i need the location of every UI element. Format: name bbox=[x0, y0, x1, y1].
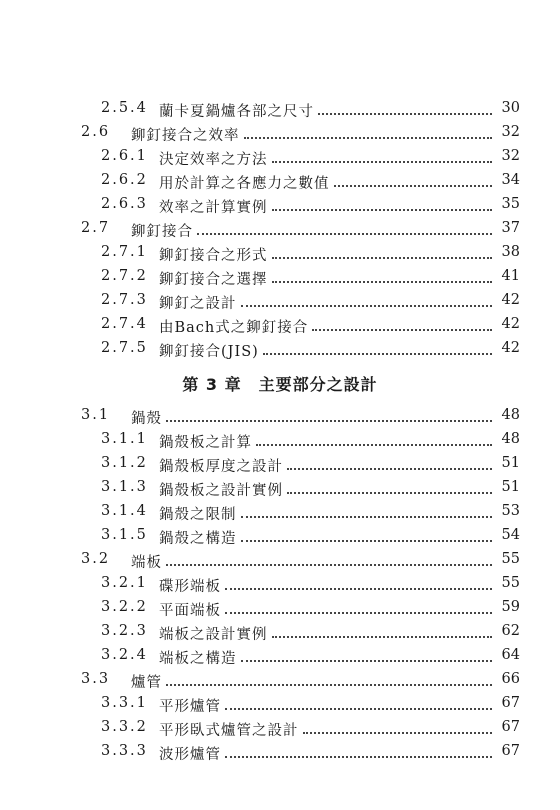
entry-title: 平形爐管 bbox=[159, 699, 221, 715]
entry-title: 蘭卡夏鍋爐各部之尺寸 bbox=[159, 104, 314, 120]
toc-subsection-entry bbox=[0, 596, 560, 620]
dot-leader bbox=[287, 468, 492, 470]
dot-leader bbox=[225, 708, 492, 710]
entry-title: 鉚釘接合(JIS) bbox=[159, 344, 259, 360]
dot-leader bbox=[272, 281, 492, 283]
dot-leader bbox=[334, 185, 492, 187]
entry-title: 決定效率之方法 bbox=[159, 152, 268, 168]
entry-page-number: 48 bbox=[501, 431, 520, 447]
entry-title: 效率之計算實例 bbox=[159, 200, 268, 216]
toc-subsection-entry bbox=[0, 428, 560, 452]
entry-page-number: 67 bbox=[501, 743, 520, 759]
toc-subsection-entry bbox=[0, 524, 560, 548]
entry-page-number: 30 bbox=[501, 100, 520, 116]
entry-page-number: 32 bbox=[501, 148, 520, 164]
toc-section-entry bbox=[0, 548, 560, 572]
dot-leader bbox=[166, 564, 492, 566]
dot-leader bbox=[287, 492, 492, 494]
dot-leader bbox=[241, 516, 492, 518]
entry-number: 3.1.5 bbox=[101, 527, 148, 543]
entry-number: 2.6.3 bbox=[101, 196, 148, 212]
toc-section-chapter-2 bbox=[0, 97, 560, 361]
toc-subsection-entry bbox=[0, 193, 560, 217]
entry-number: 3.2.1 bbox=[101, 575, 148, 591]
dot-leader bbox=[166, 420, 492, 422]
toc-section-entry bbox=[0, 217, 560, 241]
toc-subsection-entry bbox=[0, 476, 560, 500]
dot-leader bbox=[241, 305, 492, 307]
entry-page-number: 66 bbox=[501, 671, 520, 687]
toc-section-entry bbox=[0, 404, 560, 428]
entry-number: 3.2.2 bbox=[101, 599, 148, 615]
entry-page-number: 38 bbox=[501, 244, 520, 260]
dot-leader bbox=[303, 732, 492, 734]
entry-page-number: 62 bbox=[501, 623, 520, 639]
dot-leader bbox=[241, 540, 492, 542]
entry-number: 2.7.5 bbox=[101, 340, 148, 356]
entry-page-number: 53 bbox=[501, 503, 520, 519]
entry-title: 鉚釘接合之形式 bbox=[159, 248, 268, 264]
dot-leader bbox=[263, 353, 492, 355]
toc-subsection-entry bbox=[0, 265, 560, 289]
entry-number: 2.7.3 bbox=[101, 292, 148, 308]
entry-number: 2.7.4 bbox=[101, 316, 148, 332]
entry-page-number: 37 bbox=[501, 220, 520, 236]
entry-title: 平面端板 bbox=[159, 603, 221, 619]
entry-number: 2.7 bbox=[81, 220, 111, 236]
entry-title: 端板之構造 bbox=[159, 651, 237, 667]
entry-number: 3.2 bbox=[81, 551, 111, 567]
dot-leader bbox=[225, 612, 492, 614]
entry-number: 3.2.4 bbox=[101, 647, 148, 663]
toc-section-entry bbox=[0, 121, 560, 145]
entry-title: 鍋殼板之設計實例 bbox=[159, 483, 283, 499]
toc-subsection-entry bbox=[0, 241, 560, 265]
entry-number: 3.3.1 bbox=[101, 695, 148, 711]
entry-number: 3.2.3 bbox=[101, 623, 148, 639]
entry-number: 2.7.1 bbox=[101, 244, 148, 260]
dot-leader bbox=[244, 137, 492, 139]
entry-title: 鉚釘接合之選擇 bbox=[159, 272, 268, 288]
toc-subsection-entry bbox=[0, 289, 560, 313]
toc-subsection-entry bbox=[0, 644, 560, 668]
dot-leader bbox=[225, 756, 492, 758]
entry-page-number: 35 bbox=[501, 196, 520, 212]
entry-title: 鉚釘接合 bbox=[131, 224, 193, 240]
dot-leader bbox=[166, 684, 492, 686]
dot-leader bbox=[272, 257, 492, 259]
toc-subsection-entry bbox=[0, 97, 560, 121]
toc-subsection-entry bbox=[0, 452, 560, 476]
entry-page-number: 59 bbox=[501, 599, 520, 615]
entry-title: 由Bach式之鉚釘接合 bbox=[159, 320, 309, 336]
entry-title: 碟形端板 bbox=[159, 579, 221, 595]
dot-leader bbox=[241, 660, 492, 662]
entry-number: 3.3 bbox=[81, 671, 111, 687]
entry-number: 2.7.2 bbox=[101, 268, 148, 284]
entry-page-number: 42 bbox=[501, 316, 520, 332]
entry-page-number: 67 bbox=[501, 695, 520, 711]
toc-subsection-entry bbox=[0, 337, 560, 361]
entry-number: 2.6 bbox=[81, 124, 111, 140]
toc-subsection-entry bbox=[0, 692, 560, 716]
entry-title: 用於計算之各應力之數值 bbox=[159, 176, 330, 192]
entry-title: 端板 bbox=[131, 555, 162, 571]
entry-number: 3.1 bbox=[81, 407, 111, 423]
dot-leader bbox=[312, 329, 492, 331]
toc-subsection-entry bbox=[0, 716, 560, 740]
dot-leader bbox=[272, 161, 492, 163]
entry-number: 3.3.2 bbox=[101, 719, 148, 735]
toc-subsection-entry bbox=[0, 313, 560, 337]
entry-page-number: 42 bbox=[501, 292, 520, 308]
entry-title: 波形爐管 bbox=[159, 747, 221, 763]
entry-number: 2.6.2 bbox=[101, 172, 148, 188]
toc-section-entry bbox=[0, 668, 560, 692]
dot-leader bbox=[256, 444, 492, 446]
entry-title: 鍋殼之構造 bbox=[159, 531, 237, 547]
dot-leader bbox=[272, 209, 492, 211]
entry-title: 鍋殼板之計算 bbox=[159, 435, 252, 451]
entry-page-number: 55 bbox=[501, 575, 520, 591]
toc-subsection-entry bbox=[0, 500, 560, 524]
dot-leader bbox=[225, 588, 492, 590]
entry-number: 3.1.3 bbox=[101, 479, 148, 495]
toc-subsection-entry bbox=[0, 145, 560, 169]
entry-number: 3.1.4 bbox=[101, 503, 148, 519]
entry-page-number: 67 bbox=[501, 719, 520, 735]
entry-number: 2.5.4 bbox=[101, 100, 148, 116]
entry-page-number: 64 bbox=[501, 647, 520, 663]
entry-title: 平形臥式爐管之設計 bbox=[159, 723, 299, 739]
toc-section-chapter-3 bbox=[0, 404, 560, 764]
entry-page-number: 42 bbox=[501, 340, 520, 356]
entry-page-number: 48 bbox=[501, 407, 520, 423]
toc-subsection-entry bbox=[0, 620, 560, 644]
entry-title: 鉚釘之設計 bbox=[159, 296, 237, 312]
toc-subsection-entry bbox=[0, 740, 560, 764]
entry-page-number: 51 bbox=[501, 479, 520, 495]
entry-number: 3.1.1 bbox=[101, 431, 148, 447]
entry-page-number: 41 bbox=[501, 268, 520, 284]
entry-title: 鍋殼 bbox=[131, 411, 162, 427]
entry-title: 端板之設計實例 bbox=[159, 627, 268, 643]
entry-number: 3.1.2 bbox=[101, 455, 148, 471]
entry-page-number: 34 bbox=[501, 172, 520, 188]
entry-title: 鉚釘接合之效率 bbox=[131, 128, 240, 144]
entry-page-number: 51 bbox=[501, 455, 520, 471]
entry-title: 爐管 bbox=[131, 675, 162, 691]
toc-subsection-entry bbox=[0, 169, 560, 193]
entry-title: 鍋殼板厚度之設計 bbox=[159, 459, 283, 475]
dot-leader bbox=[272, 636, 492, 638]
dot-leader bbox=[318, 113, 492, 115]
chapter-heading: 第 3 章 主要部分之設計 bbox=[182, 375, 378, 394]
entry-page-number: 32 bbox=[501, 124, 520, 140]
entry-number: 3.3.3 bbox=[101, 743, 148, 759]
entry-title: 鍋殼之限制 bbox=[159, 507, 237, 523]
entry-page-number: 54 bbox=[501, 527, 520, 543]
dot-leader bbox=[197, 233, 492, 235]
entry-page-number: 55 bbox=[501, 551, 520, 567]
toc-subsection-entry bbox=[0, 572, 560, 596]
entry-number: 2.6.1 bbox=[101, 148, 148, 164]
